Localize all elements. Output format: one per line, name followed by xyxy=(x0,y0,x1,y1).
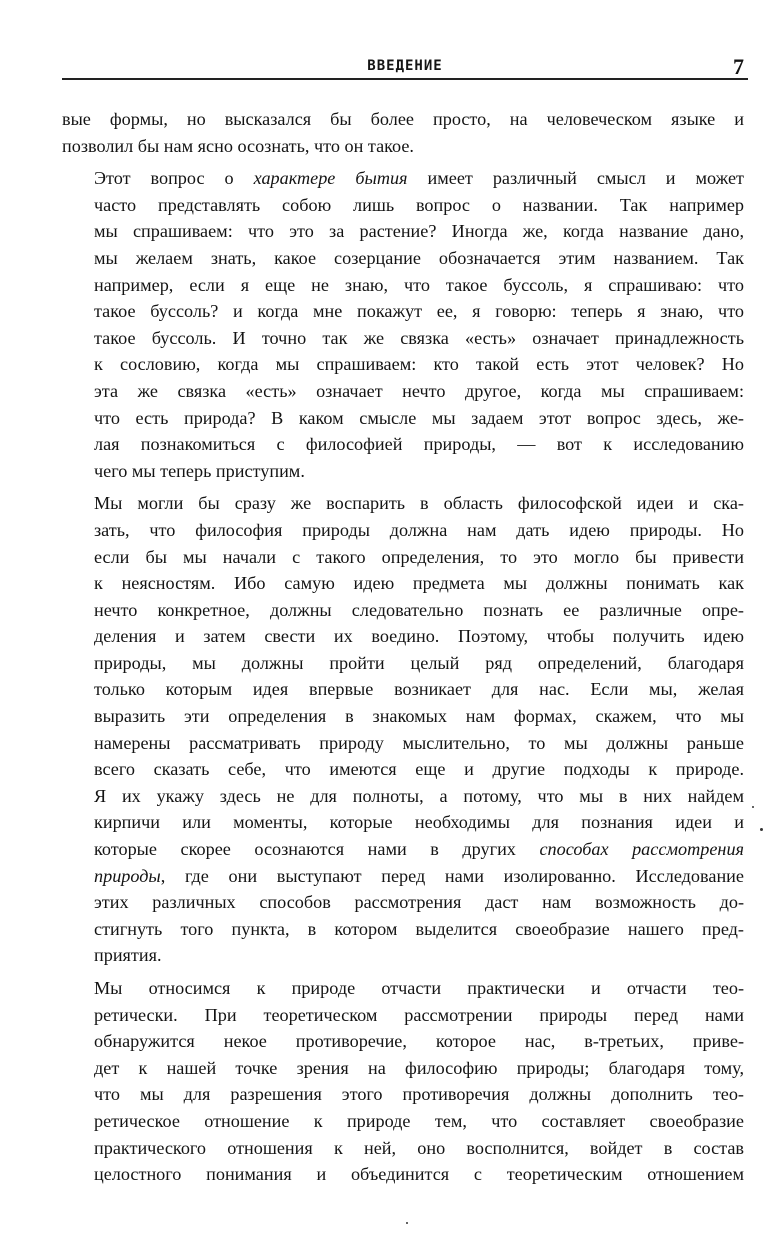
text-line: такое буссоль? и когда мне покажут ее, я говорю: теперь я знаю, что xyxy=(94,301,744,322)
text-line: что мы для разрешения этого противоречия должны дополнить тео- xyxy=(94,1084,744,1105)
paragraph-1 xyxy=(62,106,744,159)
text-line: что есть природа? В каком смысле мы задаем этот вопрос здесь, же- xyxy=(94,407,744,428)
text-line: мы желаем знать, какое созерцание обозначается этим названием. Так xyxy=(94,247,744,268)
text-line: лая познакомиться с философией природы, — вот к исследованию xyxy=(94,434,744,455)
text-line: к неясностям. Ибо самую идею предмета мы должны понимать как xyxy=(94,573,744,594)
text-line: практического отношения к ней, оно восполнится, войдет в состав xyxy=(94,1137,744,1158)
text-line: такое буссоль. И точно так же связка «есть» означает принадлежность xyxy=(94,327,744,348)
text-line: к сословию, когда мы спрашиваем: кто такой есть этот человек? Но xyxy=(94,354,744,375)
text-line: нечто конкретное, должны следовательно познать ее различные опре- xyxy=(94,599,744,620)
text-line: дет к нашей точке зрения на философию природы; благодаря тому, xyxy=(94,1057,744,1078)
text-line: этих различных способов рассмотрения даст нам возможность до- xyxy=(94,892,744,913)
paragraph-4 xyxy=(62,975,744,1188)
header-rule xyxy=(62,78,748,80)
text-line: часто представлять собою лишь вопрос о названии. Так например xyxy=(94,194,744,215)
text-line: обнаружится некое противоречие, которое нас, в-третьих, приве- xyxy=(94,1031,744,1052)
text-line: если бы мы начали с такого определения, то это могло бы привести xyxy=(94,546,744,567)
text-line-with-emphasis: Этот вопрос о характере бытия имеет различный смысл и может xyxy=(94,168,744,189)
text-line: Мы могли бы сразу же воспарить в область философской идеи и ска- xyxy=(94,493,744,514)
text-line: намерены рассматривать природу мыслительно, то мы должны раньше xyxy=(94,732,744,753)
page-header xyxy=(62,52,748,78)
text-line: целостного понимания и объединится с теоретическим отношением xyxy=(94,1164,744,1185)
text-line: ретически. При теоретическом рассмотрении природы перед нами xyxy=(94,1004,744,1025)
text-line: мы спрашиваем: что это за растение? Иногда же, когда название дано, xyxy=(94,221,744,242)
text-line: приятия. xyxy=(94,945,162,966)
text-line: стигнуть того пункта, в котором выделится своеобразие нашего пред- xyxy=(94,918,744,939)
text-line: только которым идея впервые возникает для нас. Если мы, желая xyxy=(94,679,744,700)
text-line: кирпичи или моменты, которые необходимы для познания идеи и xyxy=(94,812,744,833)
text-line-with-emphasis: которые скорее осознаются нами в других способах рассмотрения xyxy=(94,839,744,860)
emphasis: природы xyxy=(94,865,161,886)
text-line: Мы относимся к природе отчасти практически и отчасти тео- xyxy=(94,978,744,998)
page-number: 7 xyxy=(733,54,744,79)
text-line: Я их укажу здесь не для полноты, а потому, что мы в них найдем xyxy=(94,785,744,806)
print-speck xyxy=(406,1222,408,1224)
text-line: деления и затем свести их воедино. Поэтому, чтобы получить идею xyxy=(94,626,744,647)
emphasis: способах рассмотрения xyxy=(539,839,744,860)
text-line: зать, что философия природы должна нам дать идею природы. Но xyxy=(94,519,744,540)
text-line: выразить эти определения в знакомых нам формах, скажем, что мы xyxy=(94,706,744,727)
running-title: ВВЕДЕНИЕ xyxy=(367,58,443,74)
text-line: всего сказать себе, что имеются еще и другие подходы к природе. xyxy=(94,759,744,780)
print-speck xyxy=(752,806,754,808)
text-line-with-emphasis: природы, где они выступают перед нами изолированно. Исследование xyxy=(94,865,744,886)
text-line: эта же связка «есть» означает нечто другое, когда мы спрашиваем: xyxy=(94,380,744,401)
text-line: чего мы теперь приступим. xyxy=(94,460,305,481)
paragraph-3 xyxy=(62,490,744,969)
print-speck xyxy=(760,828,763,831)
body-text xyxy=(62,106,744,1194)
text-line: вые формы, но высказался бы более просто, на человеческом языке и xyxy=(62,109,744,129)
paragraph-2 xyxy=(62,165,744,484)
text-line: ретическое отношение к природе тем, что составляет своеобразие xyxy=(94,1110,744,1131)
text-line: например, если я еще не знаю, что такое буссоль, я спрашиваю: что xyxy=(94,274,744,295)
text-line: позволил бы нам ясно осознать, что он такое. xyxy=(62,135,414,156)
text-line: природы, мы должны пройти целый ряд определений, благодаря xyxy=(94,652,744,673)
emphasis: характере бытия xyxy=(253,168,408,189)
